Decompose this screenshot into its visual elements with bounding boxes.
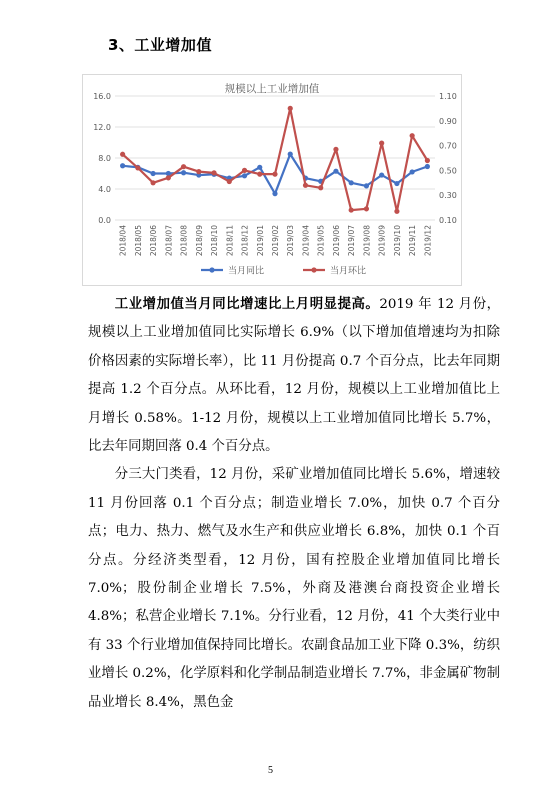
paragraph-1	[88, 291, 500, 461]
right-tick-label: 0.70	[439, 141, 457, 151]
data-point	[425, 158, 430, 163]
x-tick-label: 2019/09	[377, 225, 387, 257]
right-tick-label: 1.10	[439, 92, 457, 101]
data-point	[379, 172, 384, 177]
x-tick-label: 2018/08	[179, 225, 189, 257]
x-tick-label: 2019/04	[301, 225, 311, 257]
x-tick-label: 2018/07	[164, 225, 174, 257]
x-tick-label: 2019/07	[347, 225, 357, 257]
x-tick-label: 2019/10	[392, 225, 402, 257]
data-point	[181, 164, 186, 169]
chart-svg	[83, 75, 461, 285]
data-point	[288, 106, 293, 111]
chart-title: 规模以上工业增加值	[224, 83, 320, 95]
data-point	[349, 207, 354, 212]
page-number: 5	[268, 765, 273, 776]
data-point	[425, 164, 430, 169]
data-point	[120, 163, 125, 168]
left-tick-label: 12.0	[93, 123, 111, 132]
data-point	[364, 206, 369, 211]
data-point	[410, 169, 415, 174]
data-point	[257, 165, 262, 170]
data-point	[272, 172, 277, 177]
x-tick-label: 2018/06	[149, 225, 159, 257]
x-tick-label: 2019/08	[362, 225, 372, 257]
data-point	[120, 152, 125, 157]
data-point	[181, 170, 186, 175]
data-point	[150, 180, 155, 185]
data-point	[394, 209, 399, 214]
section-title: 3、工业增加值	[108, 36, 212, 54]
data-point	[379, 141, 384, 146]
industrial-value-chart	[82, 74, 462, 286]
left-tick-label: 8.0	[98, 154, 111, 163]
x-tick-label: 2019/12	[423, 225, 433, 257]
right-tick-label: 0.90	[439, 116, 457, 126]
paragraph-2: 分三大门类看，12 月份，采矿业增加值同比增长 5.6%，增速较 11 月份回落 0.1 个百分点；制造业增长 7.0%，加快 0.7 个百分点；电力、热力、燃气及水生产和供应业增长 6.8%，加快 0.1 个百分点。分经济类型看，12 月份，国有控股企业增加值同比增长 7.0%；股份制企业增长 7.5%，外商及港澳台商投资企业增长 4.8%；私营企业增长 7.1%。分行业看，12 月份，41 个大类行业中有 33 个行业增加值保持同比增长。农副食品加工业下降 0.3%，纺织业增长 0.2%，化学原料和化学制品制造业增长 7.7%，非金属矿物制品业增长 8.4%，黑色金	[88, 467, 500, 710]
data-point	[135, 165, 140, 170]
legend-label: 当月同比	[228, 266, 265, 277]
x-tick-label: 2019/02	[271, 225, 280, 257]
data-point	[196, 169, 201, 174]
right-tick-label: 0.50	[439, 166, 457, 176]
data-point	[318, 185, 323, 190]
data-point	[272, 191, 277, 196]
data-point	[288, 152, 293, 157]
x-tick-label: 2019/11	[408, 225, 418, 257]
body-text	[88, 291, 500, 717]
data-point	[211, 170, 216, 175]
data-point	[242, 168, 247, 173]
x-tick-label: 2018/11	[225, 225, 235, 257]
left-tick-label: 4.0	[98, 185, 111, 194]
left-tick-label: 0.0	[98, 216, 111, 225]
right-tick-label: 0.30	[439, 191, 457, 201]
data-point	[410, 133, 415, 138]
data-point	[333, 147, 338, 152]
x-tick-label: 2019/05	[316, 225, 326, 257]
legend-swatch-marker	[209, 267, 214, 272]
paragraph-1-lead: 工业增加值当月同比增速比上月明显提高。	[114, 297, 380, 312]
left-tick-label: 16.0	[93, 92, 111, 101]
data-point	[394, 181, 399, 186]
paragraph-1-text: 2019 年 12 月份，规模以上工业增加值同比实际增长 6.9%（以下增加值增速均为扣除价格因素的实际增长率），比 11 月份提高 0.7 个百分点，比去年同期提高 1.2 个百分点。从环比看，12 月份，规模以上工业增加值比上月增长 0.58%。1-12 月份，规模以上工业增加值同比增长 5.7%，比去年同期回落 0.4 个百分点。	[88, 297, 501, 455]
data-point	[349, 180, 354, 185]
legend-label: 当月环比	[330, 266, 367, 277]
x-tick-label: 2019/06	[331, 225, 341, 257]
x-tick-label: 2018/04	[118, 225, 128, 257]
x-tick-label: 2019/01	[255, 225, 265, 257]
data-point	[227, 179, 232, 184]
right-tick-label: 0.10	[439, 216, 457, 225]
data-point	[364, 183, 369, 188]
data-point	[257, 172, 262, 177]
x-tick-label: 2018/09	[194, 225, 204, 257]
x-tick-label: 2018/10	[210, 225, 220, 257]
x-tick-label: 2018/05	[133, 225, 143, 257]
data-point	[166, 175, 171, 180]
data-point	[242, 173, 247, 178]
x-tick-label: 2019/03	[286, 225, 296, 257]
x-tick-label: 2018/12	[240, 225, 250, 257]
legend-swatch-marker	[311, 267, 316, 272]
data-point	[333, 169, 338, 174]
data-point	[303, 183, 308, 188]
data-point	[150, 171, 155, 176]
